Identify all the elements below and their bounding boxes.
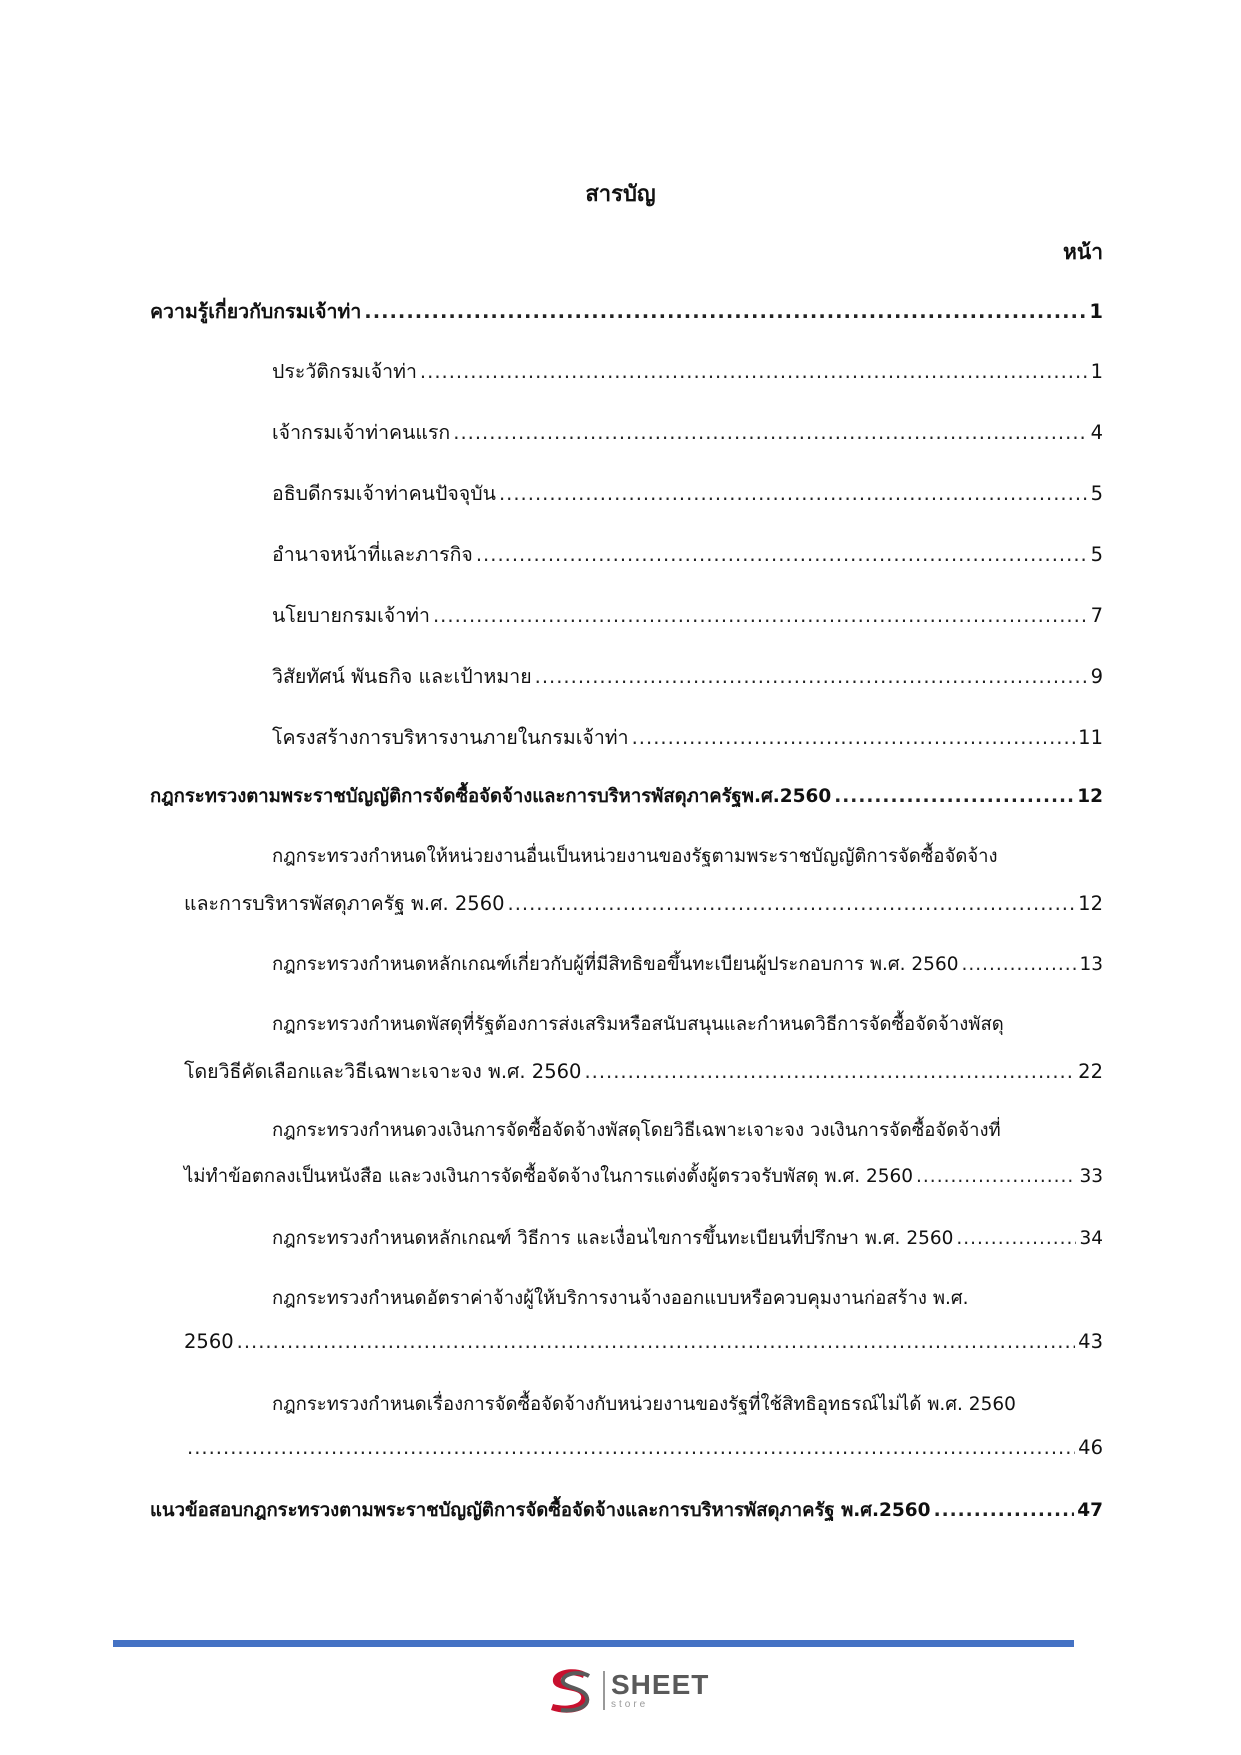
toc-entry-page: 46: [1078, 1436, 1103, 1459]
toc-entry[interactable]: [272, 356, 1103, 387]
toc-entry-page: 11: [1078, 726, 1103, 749]
toc-entry-page: 5: [1090, 482, 1103, 505]
toc-entry[interactable]: [184, 1162, 1103, 1191]
toc-entry[interactable]: [272, 722, 1103, 753]
toc-entry-text: ความรู้เกี่ยวกับกรมเจ้าท่า: [150, 300, 362, 323]
toc-entry-text[interactable]: กฎกระทรวงกำหนดอัตราค่าจ้างผู้ให้บริการงานจ้างออกแบบหรือควบคุมงานก่อสร้าง พ.ศ.: [272, 1288, 969, 1309]
toc-entry[interactable]: [272, 950, 1103, 979]
toc-entry[interactable]: [272, 1224, 1103, 1253]
footer-rule: [113, 1640, 1074, 1647]
page-column-label: หน้า: [1063, 240, 1103, 264]
toc-entry-text: 2560: [184, 1330, 234, 1353]
toc-entry-page: 12: [1078, 892, 1103, 915]
toc-entry-page: 1: [1089, 300, 1103, 323]
toc-entry[interactable]: [272, 417, 1103, 448]
toc-entry-text[interactable]: กฎกระทรวงกำหนดพัสดุที่รัฐต้องการส่งเสริมหรือสนับสนุนและกำหนดวิธีการจัดซื้อจัดจ้างพัสดุ: [272, 1014, 1004, 1035]
toc-entry-text: นโยบายกรมเจ้าท่า: [272, 604, 430, 627]
sheet-store-logo: [545, 1665, 709, 1715]
toc-entry[interactable]: [184, 1056, 1103, 1087]
toc-entry-page: 12: [1077, 786, 1103, 807]
toc-entry-page: 1: [1090, 360, 1103, 383]
toc-entry[interactable]: [150, 1496, 1103, 1525]
toc-entry-text: ประวัติกรมเจ้าท่า: [272, 360, 417, 383]
toc-entry-page: 33: [1079, 1166, 1103, 1187]
toc-entry[interactable]: [184, 888, 1103, 919]
toc-entry-page: 9: [1090, 665, 1103, 688]
toc-entry[interactable]: [150, 296, 1103, 327]
toc-entry-text: ไม่ทำข้อตกลงเป็นหนังสือ และวงเงินการจัดซื้อจัดจ้างในการแต่งตั้งผู้ตรวจรับพัสดุ พ.ศ. 2560: [184, 1166, 914, 1187]
toc-entry-text: และการบริหารพัสดุภาครัฐ พ.ศ. 2560: [184, 892, 505, 915]
toc-entry[interactable]: [272, 478, 1103, 509]
page-title: สารบัญ: [585, 182, 656, 207]
toc-entry[interactable]: [272, 600, 1103, 631]
toc-entry-text[interactable]: กฎกระทรวงกำหนดให้หน่วยงานอื่นเป็นหน่วยงานของรัฐตามพระราชบัญญัติการจัดซื้อจัดจ้าง: [272, 846, 998, 867]
toc-entry-text: แนวข้อสอบกฎกระทรวงตามพระราชบัญญัติการจัดซื้อจัดจ้างและการบริหารพัสดุภาครัฐ พ.ศ.2560: [150, 1500, 931, 1521]
toc-entry-page: 5: [1090, 543, 1103, 566]
toc-entry-text: อำนาจหน้าที่และภารกิจ: [272, 543, 473, 566]
toc-entry-page: 13: [1079, 954, 1103, 975]
toc-entry-text: อธิบดีกรมเจ้าท่าคนปัจจุบัน: [272, 482, 496, 505]
toc-entry-page: 47: [1077, 1500, 1103, 1521]
toc-entry-text[interactable]: กฎกระทรวงกำหนดเรื่องการจัดซื้อจัดจ้างกับหน่วยงานของรัฐที่ใช้สิทธิอุทธรณ์ไม่ได้ พ.ศ. 2560: [272, 1394, 1016, 1415]
logo-subtext: store: [611, 1698, 649, 1710]
toc-entry-text: วิสัยทัศน์ พันธกิจ และเป้าหมาย: [272, 665, 532, 688]
toc-entry[interactable]: [184, 1330, 1103, 1353]
toc-entry-page: 43: [1078, 1330, 1103, 1353]
toc-entry-text: โครงสร้างการบริหารงานภายในกรมเจ้าท่า: [272, 726, 629, 749]
toc-entry[interactable]: [272, 539, 1103, 570]
toc-entry[interactable]: [150, 782, 1103, 811]
toc-entry-text: กฎกระทรวงตามพระราชบัญญัติการจัดซื้อจัดจ้างและการบริหารพัสดุภาครัฐพ.ศ.2560: [150, 786, 832, 807]
toc-entry-text: เจ้ากรมเจ้าท่าคนแรก: [272, 421, 451, 444]
logo-text: SHEET: [611, 1668, 710, 1700]
toc-entry-page: 22: [1078, 1060, 1103, 1083]
toc-entry[interactable]: [272, 661, 1103, 692]
logo-s-mark-icon: [545, 1666, 597, 1714]
toc-entry-text: กฎกระทรวงกำหนดหลักเกณฑ์ วิธีการ และเงื่อนไขการขึ้นทะเบียนที่ปรึกษา พ.ศ. 2560: [272, 1228, 954, 1249]
toc-entry-page: 34: [1079, 1228, 1103, 1249]
toc-entry[interactable]: [184, 1436, 1103, 1459]
toc-entry-page: 4: [1090, 421, 1103, 444]
toc-entry-text[interactable]: กฎกระทรวงกำหนดวงเงินการจัดซื้อจัดจ้างพัสดุโดยวิธีเฉพาะเจาะจง วงเงินการจัดซื้อจัดจ้างที่: [272, 1120, 1001, 1141]
toc-entry-text: กฎกระทรวงกำหนดหลักเกณฑ์เกี่ยวกับผู้ที่มีสิทธิขอขึ้นทะเบียนผู้ประกอบการ พ.ศ. 2560: [272, 954, 959, 975]
toc-entry-page: 7: [1090, 604, 1103, 627]
toc-entry-text: โดยวิธีคัดเลือกและวิธีเฉพาะเจาะจง พ.ศ. 2560: [184, 1060, 582, 1083]
